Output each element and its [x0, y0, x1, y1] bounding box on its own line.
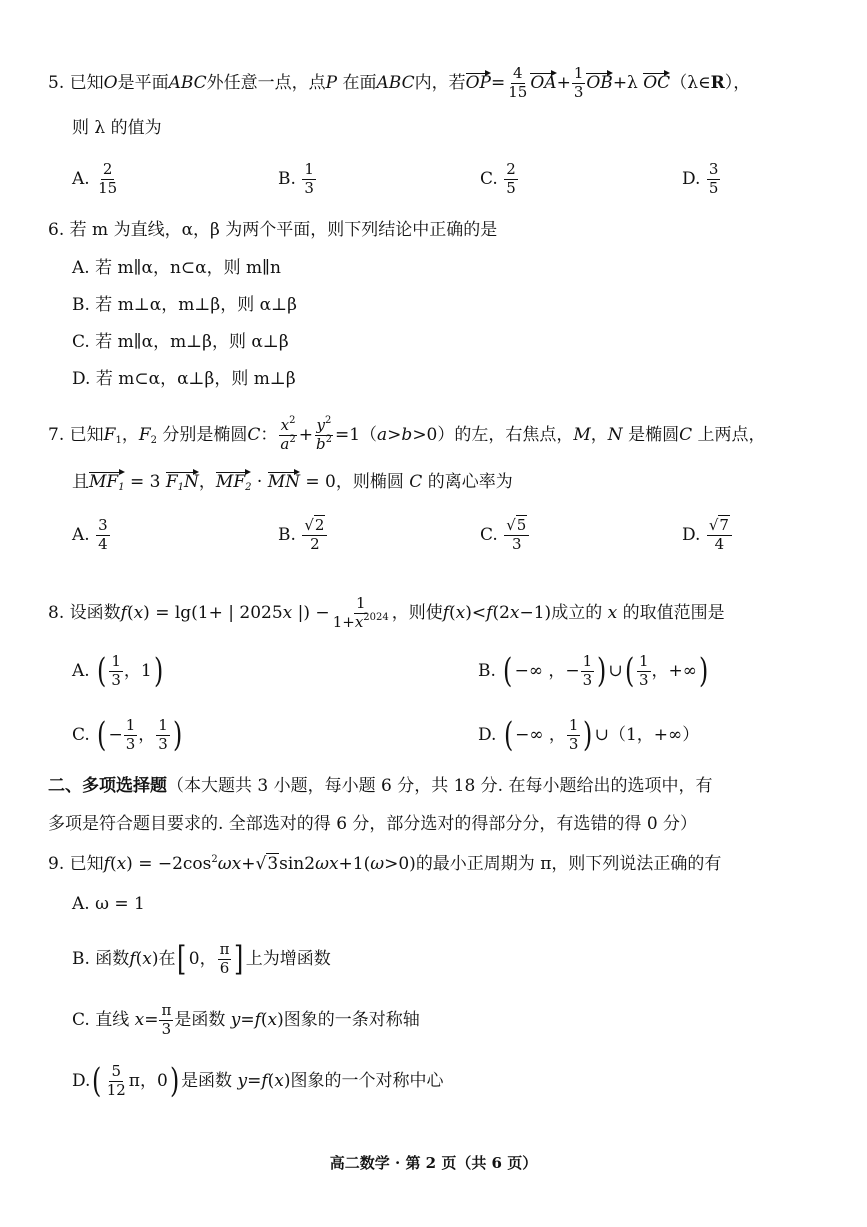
section2-desc-line2: 多项是符合题目要求的. 全部选对的得 6 分，部分选对的得部分分，有选错的得 0 分）: [48, 814, 698, 834]
q5-line2: 则 λ 的值为: [72, 118, 162, 138]
q5-option-d[interactable]: D. $\frac{3}{5}$: [682, 160, 719, 197]
q7-option-d[interactable]: D. $\frac{√7}{4}$: [682, 518, 733, 553]
q9-option-d[interactable]: D.( $\frac{5}{12}$ π，0) 是函数 y=f(x)图象的一个对称中心: [72, 1061, 444, 1102]
q5-option-c[interactable]: C. $\frac{2}{5}$: [480, 160, 516, 197]
q7-stem: 7. 已知$F_1$，$F_2$ 分别是椭圆C： $\frac{x^2}{a^2}$ + $\frac{y^2}{b^2}$ =1（a>b>0）的左，右焦点，M，N 是椭圆C 上两点，: [48, 415, 766, 453]
q5-option-b[interactable]: B. $\frac{1}{3}$: [278, 160, 314, 197]
q5-vector-equation: OP= $\frac{4}{15}$ OA+ $\frac{1}{3}$ OB+λ OC（λ∈R），: [465, 64, 751, 101]
q8-option-a[interactable]: A. ( $\frac{1}{3}$ ，1): [72, 651, 164, 692]
q8-option-b[interactable]: B. ( −∞ ，− $\frac{1}{3}$ ) ∪( $\frac{1}{3}$ ，+∞): [478, 651, 709, 692]
q9-option-c[interactable]: C. 直线 x= $\frac{\pi}{3}$ 是函数 y=f(x)图象的一条对称轴: [72, 1001, 420, 1038]
q6-option-b[interactable]: B. 若 m⊥α，m⊥β，则 α⊥β: [72, 295, 297, 315]
q7-option-c[interactable]: C. $\frac{√5}{3}$: [480, 518, 530, 553]
q9-stem: 9. 已知$f(x) = -2\cos^2\omega x+√3\sin 2\omega x+1(\omega>0)$的最小正周期为 π，则下列说法正确的有: [48, 854, 722, 874]
q7-option-b[interactable]: B. $\frac{√2}{2}$: [278, 518, 328, 553]
q6-option-c[interactable]: C. 若 m∥α，m⊥β，则 α⊥β: [72, 332, 289, 352]
q9-option-b[interactable]: B. 函数f(x)在[ 0， $\frac{\pi}{6}$ ] 上为增函数: [72, 939, 331, 980]
section2-heading: 二、多项选择题（本大题共 3 小题，每小题 6 分，共 18 分. 在每小题给出的选项中，有: [48, 776, 713, 796]
q8-stem: 8. 设函数f(x) = lg(1+ | 2025x |) − $\frac{1}{1+x^{2024}}$ ，则使f(x)<f(2x−1)成立的 x 的取值范围是: [48, 594, 725, 631]
q8-option-c[interactable]: C. ( − $\frac{1}{3}$ ， $\frac{1}{3}$ ): [72, 715, 183, 756]
q6-option-a[interactable]: A. 若 m∥α，n⊂α，则 m∥n: [72, 258, 281, 278]
q5-option-a[interactable]: A. $\frac{2}{15}$: [72, 160, 118, 197]
q6-stem: 6. 若 m 为直线，α，β 为两个平面，则下列结论中正确的是: [48, 220, 498, 240]
q9-option-a[interactable]: A. ω = 1: [72, 894, 145, 914]
section2-title: 二、多项选择题: [48, 776, 167, 796]
q6-option-d[interactable]: D. 若 m⊂α，α⊥β，则 m⊥β: [72, 369, 296, 389]
q8-option-d[interactable]: D. ( −∞ ， $\frac{1}{3}$ ) ∪（1，+∞）: [478, 715, 700, 756]
q7-line2: 且$MF_1 = 3$ $F_1N$，$MF_2$ · MN = 0，则椭圆 C 的离心率为: [72, 472, 513, 493]
page-footer: 高二数学 · 第 2 页（共 6 页）: [329, 1154, 538, 1172]
q5-stem: 5. 已知O是平面ABC外任意一点，点P 在面ABC内，若OP= $\frac{4}{15}$ OA+ $\frac{1}{3}$ OB+λ OC（λ∈R），: [48, 64, 751, 101]
q7-option-a[interactable]: A. $\frac{3}{4}$: [72, 516, 108, 553]
